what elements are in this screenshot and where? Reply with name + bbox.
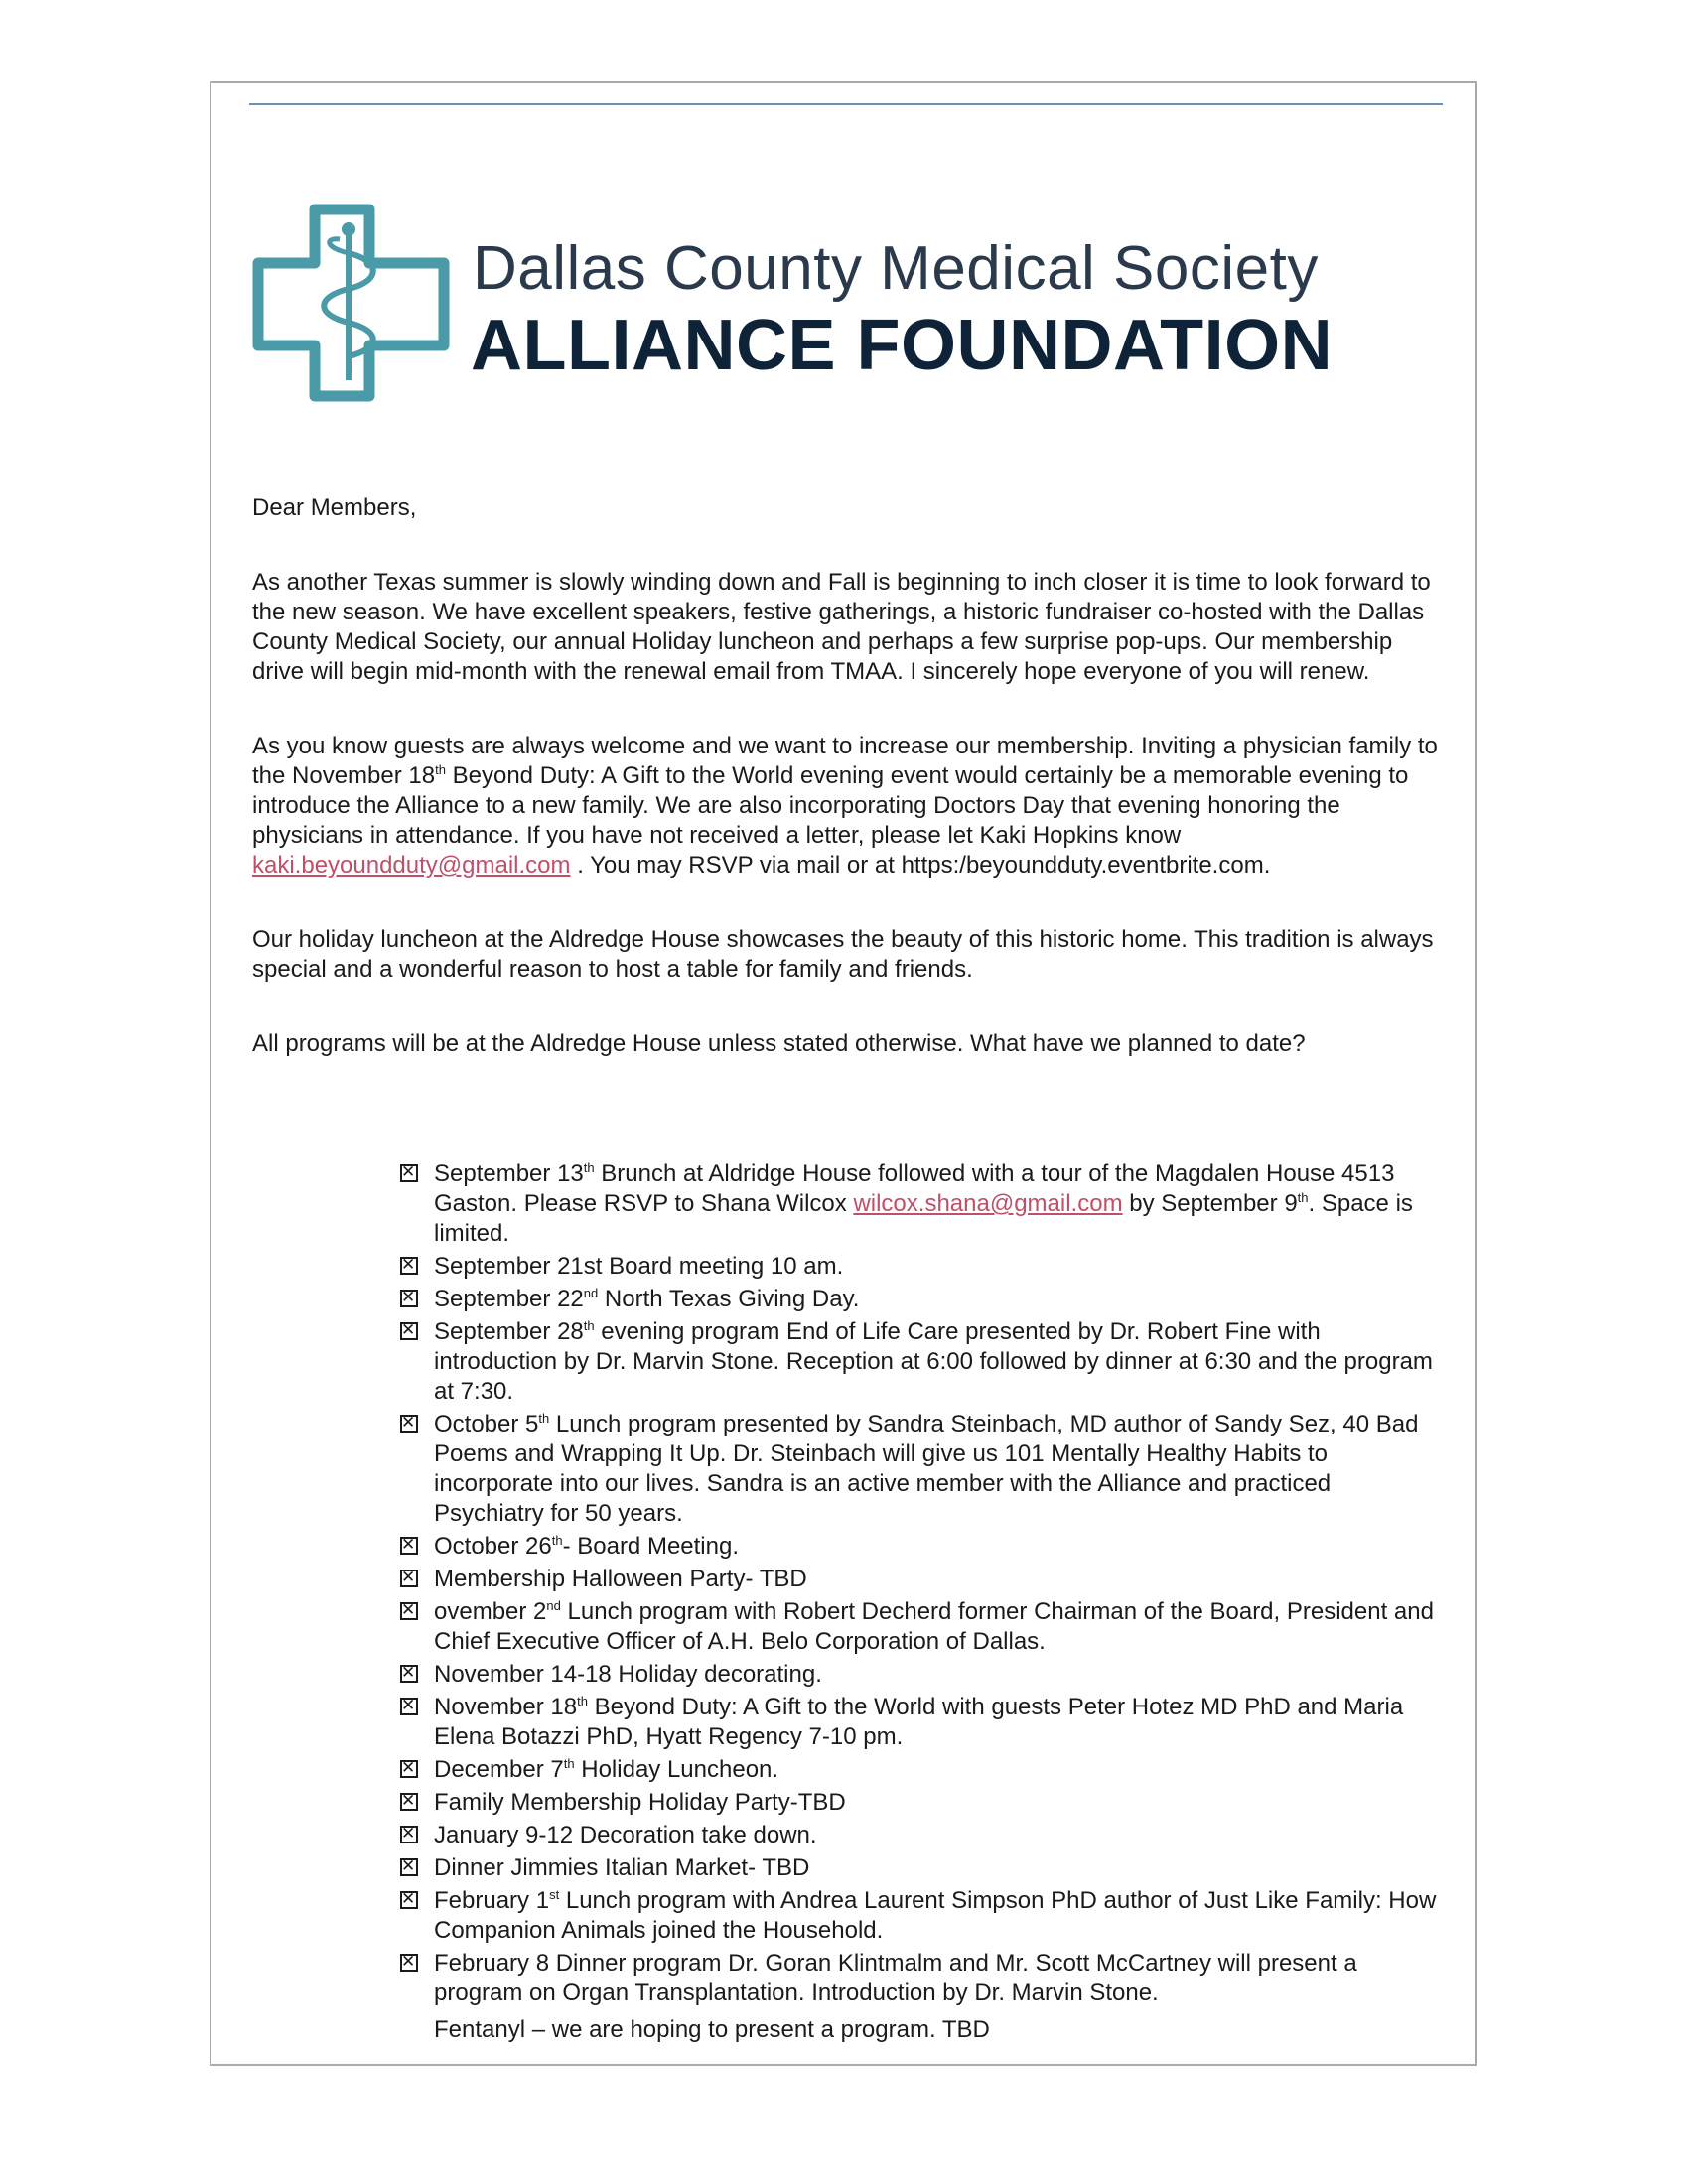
event-text: September 13: [434, 1160, 584, 1187]
event-item: [400, 1317, 1443, 1407]
event-item: [400, 1160, 1443, 1249]
paragraph-guests: [252, 732, 1444, 881]
superscript: th: [583, 1318, 595, 1333]
checkbox-x-icon: [400, 1665, 418, 1683]
checkbox-x-icon: [400, 1602, 418, 1620]
logo-title: Dallas County Medical Society: [473, 234, 1319, 303]
event-item: [400, 1788, 1443, 1818]
event-text: Family Membership Holiday Party-TBD: [434, 1789, 846, 1816]
event-text: November 14-18 Holiday decorating.: [434, 1661, 822, 1688]
checkbox-x-icon: [400, 1415, 418, 1433]
event-text: Holiday Luncheon.: [574, 1756, 779, 1783]
event-text: September 28: [434, 1318, 584, 1345]
superscript: th: [563, 1756, 575, 1771]
event-item: [400, 1597, 1443, 1657]
event-text: December 7: [434, 1756, 564, 1783]
event-item: [400, 1886, 1443, 1946]
paragraph-guests-text: . You may RSVP via mail or at https:/beyoundduty.eventbrite.com.: [570, 852, 1271, 879]
paragraph-luncheon: Our holiday luncheon at the Aldredge House showcases the beauty of this historic home. This tradition is always special and a wonderful reason to host a table for family and friends.: [252, 926, 1434, 983]
event-text: September 21st Board meeting 10 am.: [434, 1253, 844, 1280]
fentanyl-note: Fentanyl – we are hoping to present a program. TBD: [434, 2016, 990, 2043]
event-item: [400, 1821, 1443, 1850]
superscript: th: [551, 1533, 563, 1548]
checkbox-x-icon: [400, 1793, 418, 1811]
event-item: [400, 1853, 1443, 1883]
event-text: September 22: [434, 1286, 584, 1312]
event-text: ovember 2: [434, 1598, 547, 1625]
checkbox-x-icon: [400, 1290, 418, 1307]
event-item: [400, 1660, 1443, 1690]
paragraph-intro: As another Texas summer is slowly winding down and Fall is beginning to inch closer it is time to look forward to the new season. We have excellent speakers, festive gatherings, a historic fundraiser co-hosted with the Dallas County Medical Society, our annual Holiday luncheon and perhaps a few surprise pop-ups. Our membership drive will begin mid-month with the renewal email from TMAA. I sincerely hope everyone of you will renew.: [252, 569, 1431, 685]
paragraph-guests-text: Beyond Duty: A Gift to the World evening event would certainly be a memorable evening to introduce the Alliance to a new family. We are also incorporating Doctors Day that evening honoring the physicians in attendance. If you have not received a letter, please let Kaki Hopkins know: [252, 762, 1409, 849]
paragraph-guests-text: As you know guests are always welcome and we want to increase our membership. Inviting a physician family to the November 18: [252, 733, 1438, 789]
greeting: Dear Members,: [252, 494, 417, 521]
checkbox-x-icon: [400, 1826, 418, 1843]
paragraph-programs: All programs will be at the Aldredge House unless stated otherwise. What have we planned to date?: [252, 1030, 1306, 1057]
event-text: February 1: [434, 1887, 550, 1914]
checkbox-x-icon: [400, 1322, 418, 1340]
checkbox-x-icon: [400, 1954, 418, 1972]
logo: [252, 204, 1434, 402]
superscript: th: [538, 1411, 550, 1426]
top-rule: [249, 103, 1443, 105]
caduceus-cross-icon: [252, 204, 456, 402]
event-item: [400, 1949, 1443, 2008]
event-item: [400, 1755, 1443, 1785]
superscript: th: [1297, 1190, 1309, 1205]
checkbox-x-icon: [400, 1164, 418, 1182]
event-text: November 18: [434, 1694, 578, 1720]
event-text: October 26: [434, 1533, 552, 1560]
logo-subtitle: ALLIANCE FOUNDATION: [471, 306, 1334, 385]
event-text: . Space is limited.: [434, 1190, 1413, 1247]
superscript: th: [583, 1160, 595, 1175]
event-item: [400, 1565, 1443, 1594]
letter-body: [252, 493, 1444, 1104]
superscript: nd: [583, 1286, 599, 1300]
superscript: nd: [546, 1598, 561, 1613]
event-item: [400, 1693, 1443, 1752]
email-link-kaki[interactable]: kaki.beyoundduty@gmail.com: [252, 852, 571, 879]
event-item: [400, 1285, 1443, 1314]
checkbox-x-icon: [400, 1537, 418, 1555]
checkbox-x-icon: [400, 1698, 418, 1715]
event-text: February 8 Dinner program Dr. Goran Klintmalm and Mr. Scott McCartney will present a program on Organ Transplantation. Introduction by Dr. Marvin Stone.: [434, 1950, 1357, 2006]
event-text: Brunch at Aldridge House followed with a tour of the Magdalen House 4513 Gaston. Please RSVP to Shana Wilcox: [434, 1160, 1395, 1217]
checkbox-x-icon: [400, 1760, 418, 1778]
event-text: Lunch program with Andrea Laurent Simpson PhD author of Just Like Family: How Companion Animals joined the Household.: [434, 1887, 1437, 1944]
event-text: Lunch program with Robert Decherd former Chairman of the Board, President and Chief Executive Officer of A.H. Belo Corporation of Dallas.: [434, 1598, 1434, 1655]
checkbox-x-icon: [400, 1858, 418, 1876]
email-link[interactable]: wilcox.shana@gmail.com: [853, 1190, 1123, 1217]
event-text: - Board Meeting.: [562, 1533, 739, 1560]
checkbox-x-icon: [400, 1257, 418, 1275]
event-text: by September 9: [1122, 1190, 1298, 1217]
event-text: evening program End of Life Care presented by Dr. Robert Fine with introduction by Dr. Marvin Stone. Reception at 6:00 followed by dinner at 6:30 and the program at 7:30.: [434, 1318, 1433, 1405]
event-text: January 9-12 Decoration take down.: [434, 1822, 817, 1848]
event-text: North Texas Giving Day.: [598, 1286, 860, 1312]
superscript: th: [435, 762, 446, 777]
superscript: st: [549, 1887, 560, 1902]
superscript: th: [577, 1694, 588, 1708]
event-text: Membership Halloween Party- TBD: [434, 1566, 807, 1592]
event-item: [400, 1410, 1443, 1529]
event-text: Dinner Jimmies Italian Market- TBD: [434, 1854, 810, 1881]
event-item: [400, 1252, 1443, 1282]
event-text: Lunch program presented by Sandra Steinbach, MD author of Sandy Sez, 40 Bad Poems and Wrapping It Up. Dr. Steinbach will give us 101 Mentally Healthy Habits to incorporate into our lives. Sandra is an active member with the Alliance and practiced Psychiatry for 50 years.: [434, 1411, 1419, 1527]
event-text: Beyond Duty: A Gift to the World with guests Peter Hotez MD PhD and Maria Elena Botazzi PhD, Hyatt Regency 7-10 pm.: [434, 1694, 1404, 1750]
event-text: October 5: [434, 1411, 539, 1437]
event-item: [400, 1532, 1443, 1562]
checkbox-x-icon: [400, 1891, 418, 1909]
event-list: [400, 1160, 1443, 2011]
checkbox-x-icon: [400, 1570, 418, 1587]
